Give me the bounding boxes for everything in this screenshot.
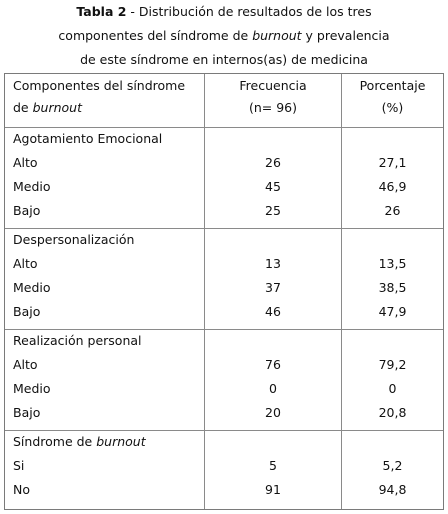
caption-line-2-em: burnout [252, 28, 302, 43]
row-frequency: 76 [265, 357, 281, 372]
caption-line-2 [0, 24, 448, 48]
caption-label: Tabla 2 [76, 4, 127, 19]
section-divider [5, 430, 443, 431]
row-percentage: 20,8 [378, 405, 407, 420]
row-label: Alto [13, 155, 38, 170]
header-col1-line2-pre: de [13, 100, 33, 115]
results-table [4, 73, 444, 510]
header-divider [5, 127, 443, 128]
header-col1-line2 [13, 100, 82, 116]
row-percentage: 5,2 [382, 458, 403, 473]
row-frequency: 20 [265, 405, 281, 420]
row-label: Alto [13, 256, 38, 271]
caption-line-2-pre: componentes del síndrome de [58, 28, 253, 43]
row-percentage: 94,8 [378, 482, 407, 497]
row-percentage: 27,1 [378, 155, 407, 170]
row-label: Medio [13, 280, 51, 295]
row-percentage: 0 [388, 381, 397, 396]
row-percentage: 46,9 [378, 179, 407, 194]
caption-line-1-text: - Distribución de resultados de los tres [126, 4, 372, 19]
group-title: Agotamiento Emocional [13, 131, 163, 146]
row-frequency: 0 [269, 381, 277, 396]
row-frequency: 5 [269, 458, 277, 473]
row-frequency: 26 [265, 155, 281, 170]
row-label: No [13, 482, 30, 497]
header-col3-line2: (%) [381, 100, 404, 115]
row-label: Bajo [13, 203, 41, 218]
header-col2-line1: Frecuencia [239, 78, 307, 93]
row-frequency: 13 [265, 256, 281, 271]
caption-line-1 [0, 0, 448, 24]
row-frequency: 25 [265, 203, 281, 218]
row-label: Medio [13, 381, 51, 396]
header-col1-line2-em: burnout [32, 100, 82, 115]
group-title: Realización personal [13, 333, 142, 348]
row-label: Alto [13, 357, 38, 372]
section-divider [5, 228, 443, 229]
row-label: Medio [13, 179, 51, 194]
row-frequency: 46 [265, 304, 281, 319]
group-title-pre: Síndrome de [13, 434, 97, 449]
caption-line-2-post: y prevalencia [301, 28, 390, 43]
header-col3-line1: Porcentaje [359, 78, 426, 93]
section-divider [5, 329, 443, 330]
row-frequency: 91 [265, 482, 281, 497]
row-percentage: 38,5 [378, 280, 407, 295]
caption-line-3: de este síndrome en internos(as) de medicina [80, 52, 368, 67]
row-label: Si [13, 458, 25, 473]
group-title: Despersonalización [13, 232, 135, 247]
row-percentage: 79,2 [378, 357, 407, 372]
group-title [13, 434, 146, 450]
group-title-em: burnout [96, 434, 146, 449]
row-frequency: 45 [265, 179, 281, 194]
row-label: Bajo [13, 304, 41, 319]
row-frequency: 37 [265, 280, 281, 295]
row-percentage: 47,9 [378, 304, 407, 319]
row-percentage: 13,5 [378, 256, 407, 271]
header-col1-line1: Componentes del síndrome [13, 78, 186, 93]
row-label: Bajo [13, 405, 41, 420]
row-percentage: 26 [384, 203, 401, 218]
header-col2-line2: (n= 96) [248, 100, 298, 115]
table-caption [0, 0, 448, 72]
